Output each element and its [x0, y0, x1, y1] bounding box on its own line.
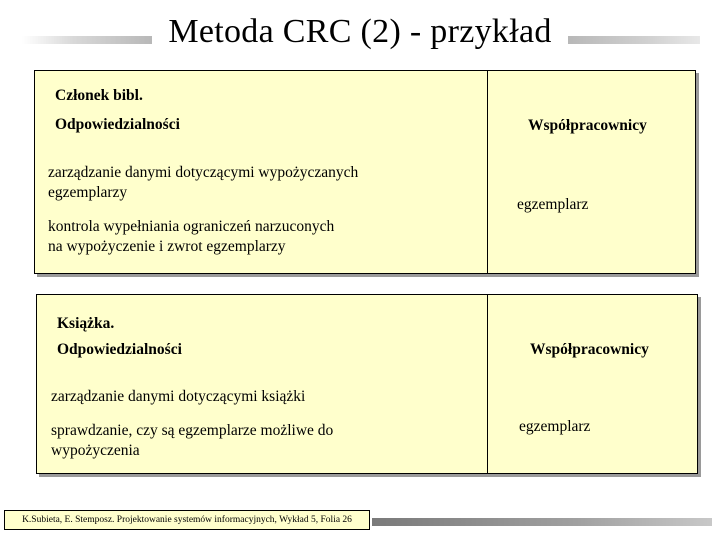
responsibilities-header: Odpowiedzialności: [57, 341, 182, 358]
collaborators-header: Współpracownicy: [530, 341, 649, 358]
page-title: Metoda CRC (2) - przykład: [168, 13, 552, 50]
responsibilities-header: Odpowiedzialności: [55, 116, 180, 133]
collaborator-item: egzemplarz: [517, 196, 589, 213]
collaborators-header: Współpracownicy: [528, 117, 647, 134]
responsibility-line: egzemplarzy: [48, 184, 128, 201]
responsibility-line: zarządzanie danymi dotyczącymi książki: [51, 388, 306, 405]
footer-decoration: [372, 518, 712, 526]
class-name: Książka.: [57, 315, 115, 332]
card-divider: [487, 71, 488, 273]
responsibility-line: wypożyczenia: [51, 442, 140, 459]
class-name: Członek bibl.: [55, 87, 143, 104]
collaborator-item: egzemplarz: [519, 418, 591, 435]
responsibility-line: na wypożyczenie i zwrot egzemplarzy: [48, 238, 286, 255]
responsibility-line: kontrola wypełniania ograniczeń narzuconych: [48, 218, 335, 235]
crc-card-member: [34, 70, 696, 274]
responsibility-line: sprawdzanie, czy są egzemplarze możliwe do: [51, 422, 334, 439]
card-divider: [487, 295, 488, 473]
responsibility-line: zarządzanie danymi dotyczącymi wypożyczanych: [48, 164, 359, 181]
footer-citation: K.Subieta, E. Stemposz. Projektowanie systemów informacyjnych, Wykład 5, Folia 26: [4, 510, 370, 530]
crc-card-book: [36, 294, 698, 474]
